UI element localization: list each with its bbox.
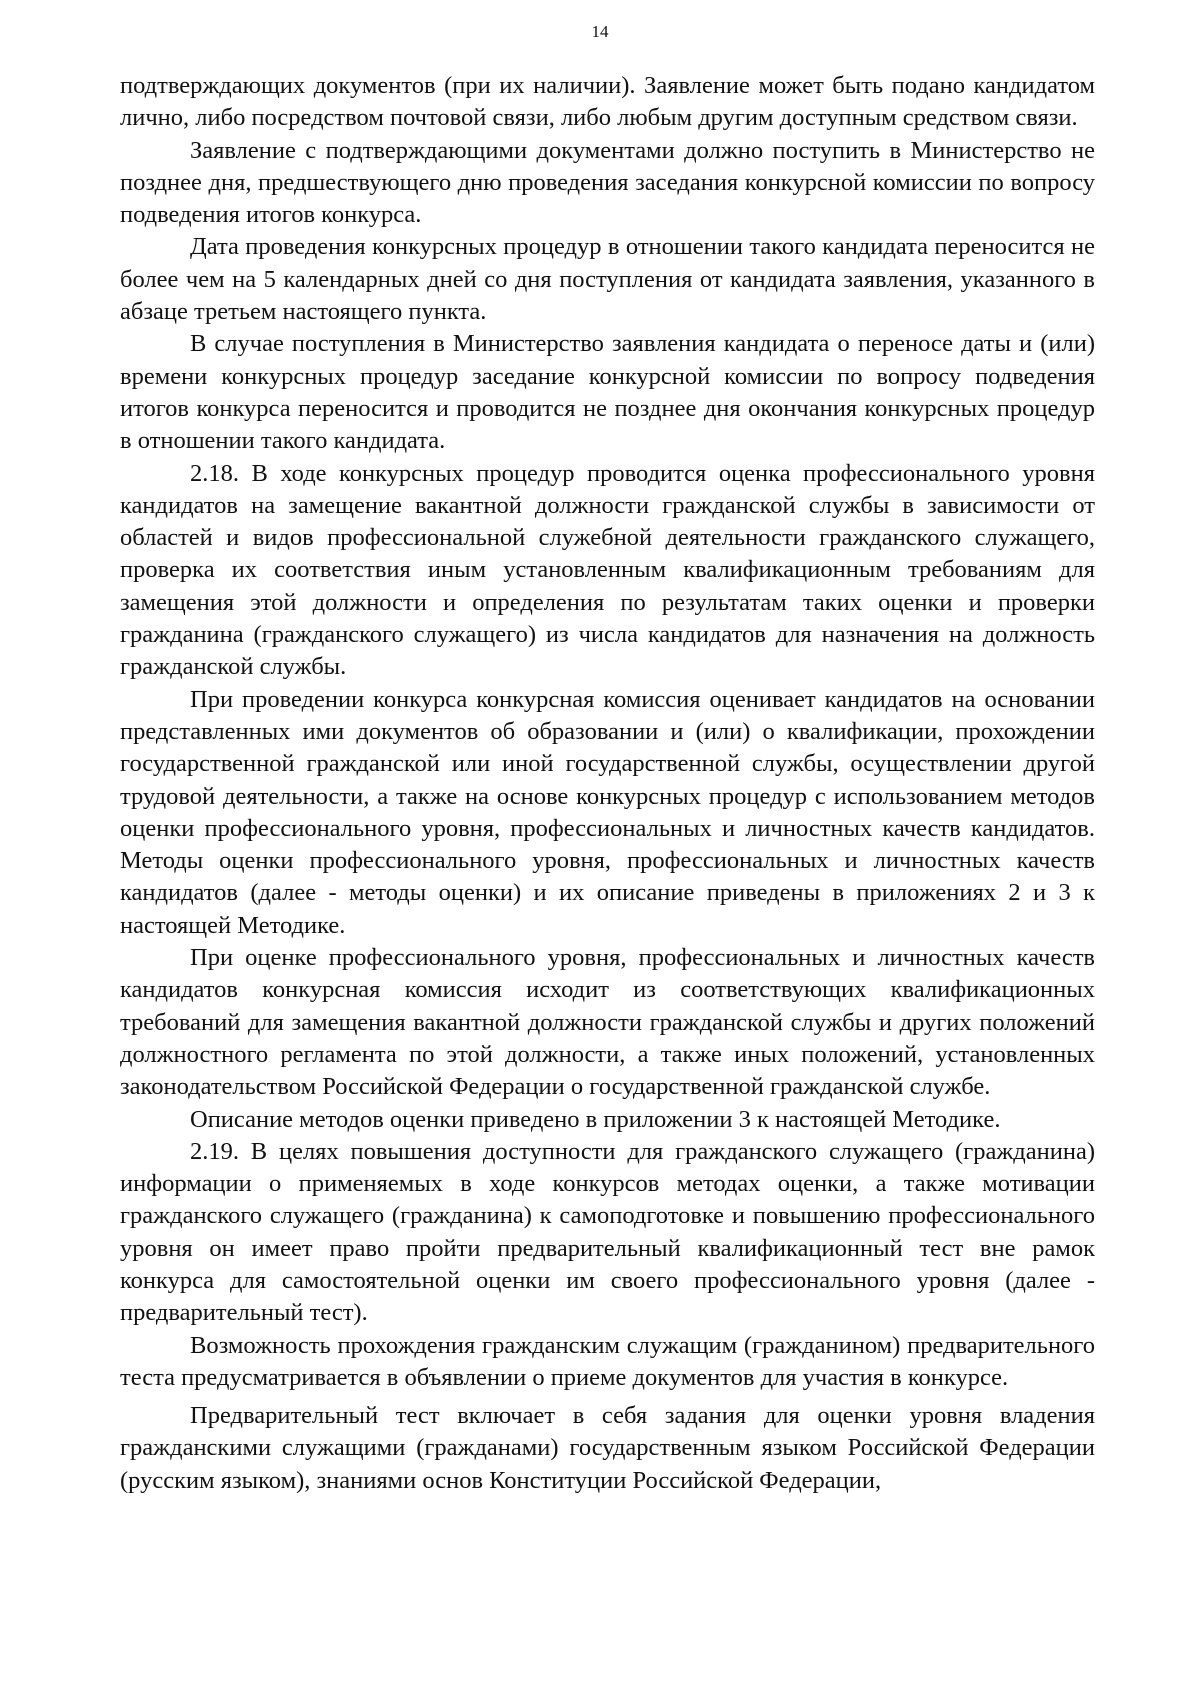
paragraph-10: Возможность прохождения гражданским служащим (гражданином) предварительного теста предусматривается в объявлении о приеме документов для участия в конкурсе. <box>120 1331 1095 1391</box>
page-number: 14 <box>591 22 609 41</box>
paragraph-8: Описание методов оценки приведено в приложении 3 к настоящей Методике. <box>190 1105 1001 1133</box>
paragraph-11: Предварительный тест включает в себя задания для оценки уровня владения гражданскими служащими (гражданами) государственным языком Российской Федерации (русским языком), знаниями основ Конституции Российской Федерации, <box>120 1402 1095 1494</box>
paragraph-2: Заявление с подтверждающими документами должно поступить в Министерство не позднее дня, предшествующего дню проведения заседания конкурсной комиссии по вопросу подведения итогов конкурса. <box>120 136 1095 229</box>
paragraph-1: подтверждающих документов (при их наличии). Заявление может быть подано кандидатом лично, либо посредством почтовой связи, либо любым другим доступным средством связи. <box>120 72 1095 132</box>
paragraph-7: При оценке профессионального уровня, профессиональных и личностных качеств кандидатов конкурсная комиссия исходит из соответствующих квалификационных требований для замещения вакантной должности гражданской службы и других положений должностного регламента по этой должности, а также иных положений, установленных законодательством Российской Федерации о государственной гражданской службе. <box>120 944 1095 1101</box>
paragraph-9: 2.19. В целях повышения доступности для гражданского служащего (гражданина) информации о применяемых в ходе конкурсов методах оценки, а также мотивации гражданского служащего (гражданина) к самоподготовке и повышению профессионального уровня он имеет право пройти предварительный квалификационный тест вне рамок конкурса для самостоятельной оценки им своего профессионального уровня (далее - предварительный тест). <box>120 1137 1095 1327</box>
document-body <box>120 70 1095 1497</box>
paragraph-3: Дата проведения конкурсных процедур в отношении такого кандидата переносится не более чем на 5 календарных дней со дня поступления от кандидата заявления, указанного в абзаце третьем настоящего пункта. <box>120 233 1095 326</box>
paragraph-6: При проведении конкурса конкурсная комиссия оценивает кандидатов на основании представленных ими документов об образовании и (или) о квалификации, прохождении государственной гражданской или иной государственной службы, осуществлении другой трудовой деятельности, а также на основе конкурсных процедур с использованием методов оценки профессионального уровня, профессиональных и личностных качеств кандидатов. Методы оценки профессионального уровня, профессиональных и личностных качеств кандидатов (далее - методы оценки) и их описание приведены в приложениях 2 и 3 к настоящей Методике. <box>120 685 1095 939</box>
paragraph-5: 2.18. В ходе конкурсных процедур проводится оценка профессионального уровня кандидатов на замещение вакантной должности гражданской службы в зависимости от областей и видов профессиональной служебной деятельности гражданского служащего, проверка их соответствия иным установленным квалификационным требованиям для замещения этой должности и определения по результатам таких оценки и проверки гражданина (гражданского служащего) из числа кандидатов для назначения на должность гражданской службы. <box>120 459 1095 681</box>
paragraph-4: В случае поступления в Министерство заявления кандидата о переносе даты и (или) времени конкурсных процедур заседание конкурсной комиссии по вопросу подведения итогов конкурса переносится и проводится не позднее дня окончания конкурсных процедур в отношении такого кандидата. <box>120 330 1095 455</box>
